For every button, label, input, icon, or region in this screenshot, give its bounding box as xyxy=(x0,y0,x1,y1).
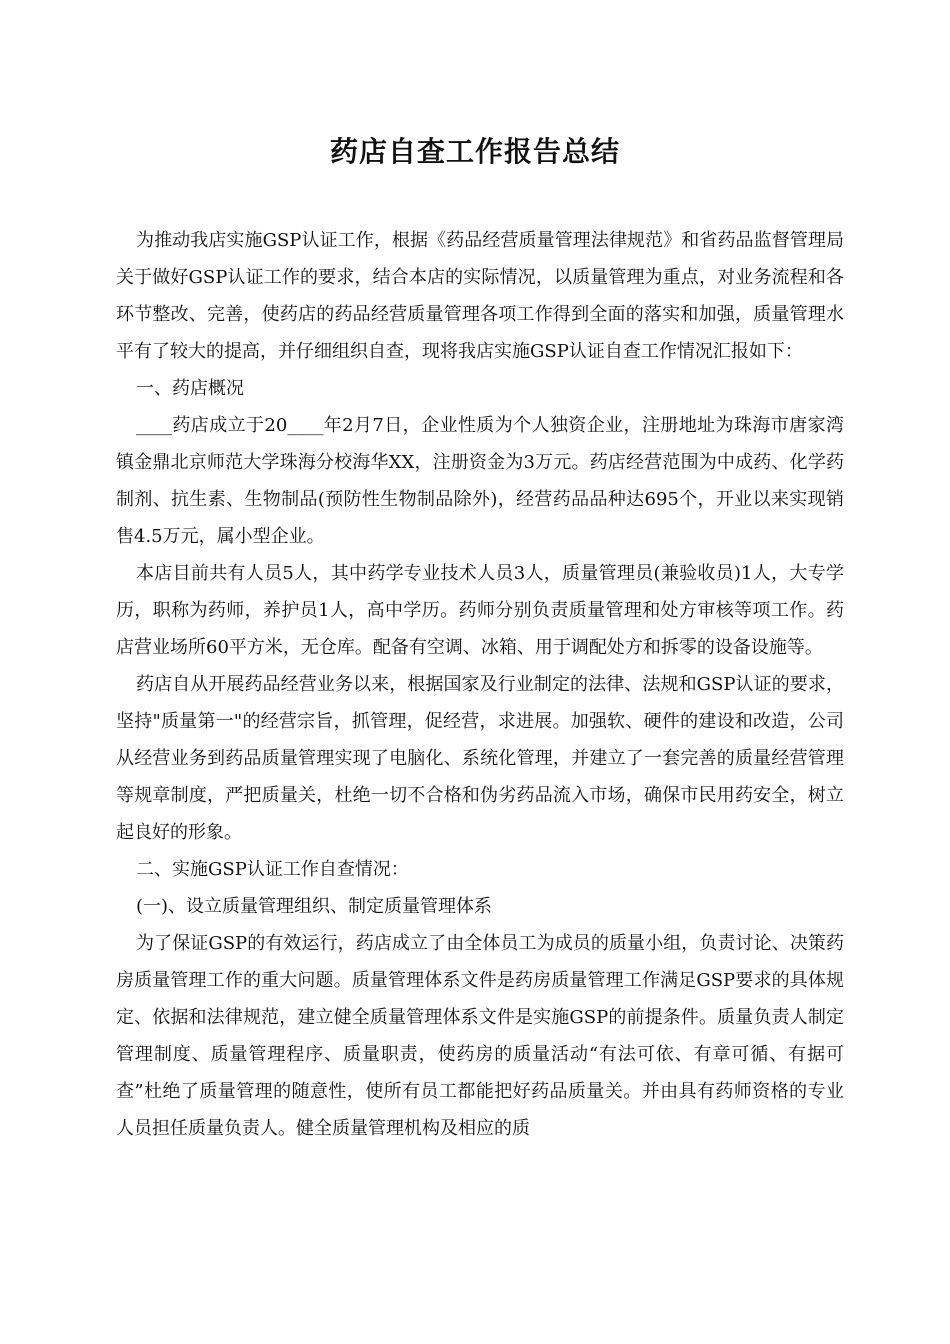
paragraph-intro: 为推动我店实施GSP认证工作，根据《药品经营质量管理法律规范》和省药品监督管理局关于做好GSP认证工作的要求，结合本店的实际情况，以质量管理为重点，对业务流程和各环节整改、完善，使药店的药品经营质量管理各项工作得到全面的落实和加强，质量管理水平有了较大的提高，并仔细组织自查，现将我店实施GSP认证自查工作情况汇报如下： xyxy=(116,230,844,362)
subsection-heading-quality-org: (一)、设立质量管理组织、制定质量管理体系 xyxy=(136,896,493,917)
section-heading-self-check: 二、实施GSP认证工作自查情况： xyxy=(136,859,409,880)
paragraph-operations: 药店自从开展药品经营业务以来，根据国家及行业制定的法律、法规和GSP认证的要求，坚持"质量第一"的经营宗旨，抓管理，促经营，求进展。加强软、硬件的建设和改造，公司从经营业务到药品质量管理实现了电脑化、系统化管理，并建立了一套完善的质量经营管理等规章制度，严把质量关，杜绝一切不合格和伪劣药品流入市场，确保市民用药安全，树立起良好的形象。 xyxy=(116,674,844,843)
document-title: 药店自查工作报告总结 xyxy=(329,135,620,168)
paragraph-staff: 本店目前共有人员5人，其中药学专业技术人员3人，质量管理员(兼验收员)1人，大专学历，职称为药师，养护员1人，高中学历。药师分别负责质量管理和处方审核等项工作。药店营业场所60平方米，无仓库。配备有空调、冰箱、用于调配处方和拆零的设备设施等。 xyxy=(116,563,844,658)
section-heading-overview: 一、药店概况 xyxy=(136,378,244,399)
document-body xyxy=(116,222,844,1147)
paragraph-store-profile: ____药店成立于20____年2月7日，企业性质为个人独资企业，注册地址为珠海市唐家湾镇金鼎北京师范大学珠海分校海华XX，注册资金为3万元。药店经营范围为中成药、化学药制剂、抗生素、生物制品(预防性生物制品除外)，经营药品品种达695个，开业以来实现销售4.5万元，属小型企业。 xyxy=(116,415,844,547)
paragraph-quality-system: 为了保证GSP的有效运行，药店成立了由全体员工为成员的质量小组，负责讨论、决策药房质量管理工作的重大问题。质量管理体系文件是药房质量管理工作满足GSP要求的具体规定、依据和法律规范，建立健全质量管理体系文件是实施GSP的前提条件。质量负责人制定管理制度、质量管理程序、质量职责，使药房的质量活动“有法可依、有章可循、有据可查”杜绝了质量管理的随意性，使所有员工都能把好药品质量关。并由具有药师资格的专业人员担任质量负责人。健全质量管理机构及相应的质 xyxy=(116,933,844,1139)
